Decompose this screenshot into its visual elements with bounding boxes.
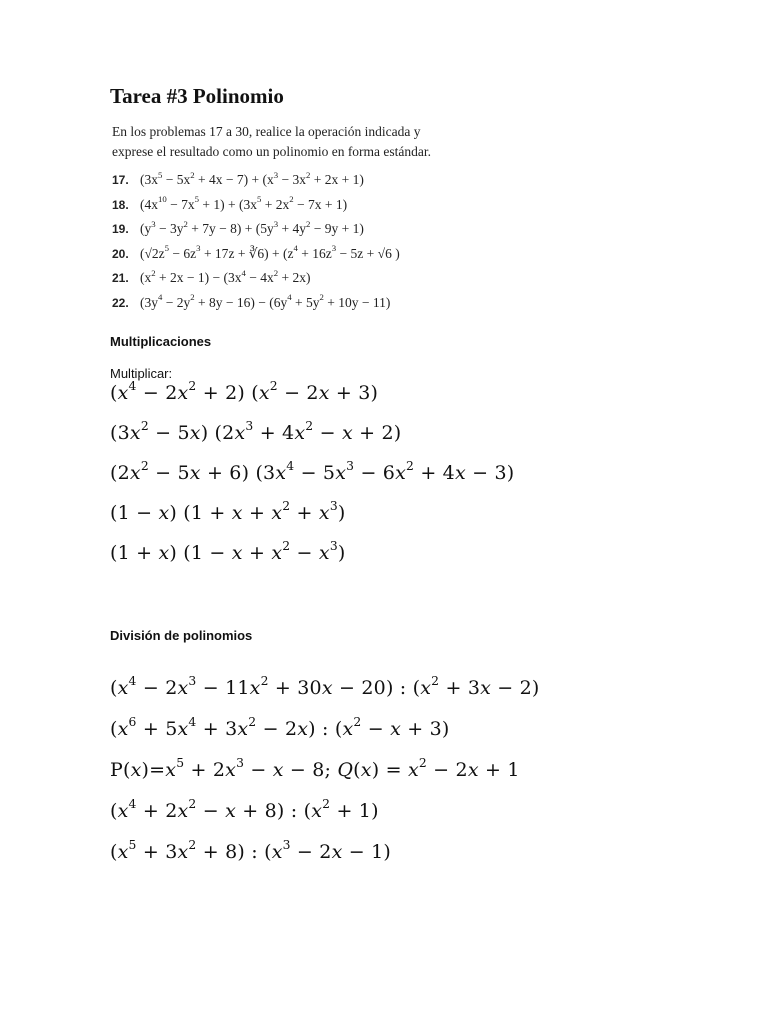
division-expression: $(x^5 + 3x^2 + 8)$ : $(x^3 - 2x - 1)$ — [110, 838, 391, 863]
problem-number: 19. — [112, 222, 129, 236]
problem-item — [112, 168, 532, 193]
problem-intro-line: exprese el resultado como un polinomio en forma estándar. — [112, 144, 432, 159]
problem-number: 20. — [112, 246, 129, 261]
multiplication-lead: Multiplicar: — [110, 366, 173, 381]
division-expression: $(x^6 + 5x^4 + 3x^2 - 2x)$ : $(x^2 - x + 3)$ — [110, 715, 450, 740]
problem-item — [112, 242, 532, 267]
division-expression: $(x^4 + 2x^2 - x + 8)$ : $(x^2 + 1)$ — [110, 797, 379, 822]
multiplication-expression: (1 + x) $(1 - x + x^2 - x^3)$ — [110, 539, 346, 564]
problem-expression: ($√2z^5 - 6z^3 + 17z$ + ∛6) + ($z^4 + 16z^3 - 5z + √6$ ) — [140, 243, 400, 261]
problem-list — [112, 168, 532, 315]
multiplication-expression: $(2x^2 - 5x + 6) (3x^4 - 5x^3 - 6x^2 + 4x - 3)$ — [110, 459, 515, 484]
division-expression: $(x^4 - 2x^3 - 11x^2 + 30x - 20)$ : $(x^2 + 3x - 2)$ — [110, 674, 540, 699]
problem-number: 21. — [112, 271, 129, 285]
scanned-problem-set — [112, 122, 532, 315]
multiplication-expression: (1 − x) $(1 + x + x^2 + x^3)$ — [110, 499, 346, 524]
problem-item — [112, 193, 532, 218]
problem-intro-line: En los problemas 17 a 30, realice la operación indicada y — [112, 124, 421, 139]
problem-number: 17. — [112, 173, 129, 187]
multiplication-expression: $(x^4 - 2x^2 + 2) (x^2 - 2x + 3)$ — [110, 379, 379, 404]
problem-item — [112, 217, 532, 242]
problem-number: 22. — [112, 295, 129, 310]
problem-expression: $(3x^5 - 5x^2 + 4x - 7) + (x^3 - 3x^2 + 2x + 1)$ — [140, 169, 364, 187]
division-heading: División de polinomios — [110, 628, 253, 643]
multiplication-expression: $(3x^2 - 5x) (2x^3 + 4x^2 - x + 2)$ — [110, 419, 402, 444]
division-expression: $P(x)=x^5 + 2x^3 - x - 8$; $Q(x) = x^2 - 2x + 1$ — [110, 756, 520, 781]
problem-expression: $(4x^{10} - 7x^5 + 1) + (3x^5 + 2x^2 - 7x + 1)$ — [140, 194, 348, 212]
problem-expression: $(3y^4 - 2y^2 + 8y - 16) - (6y^4 + 5y^2 + 10y - 11)$ — [140, 292, 391, 310]
problem-expression: $(x^2 + 2x - 1) - (3x^4 - 4x^2 + 2x)$ — [140, 267, 311, 285]
multiplication-heading: Multiplicaciones — [110, 334, 212, 349]
problem-item — [112, 266, 532, 291]
problem-number: 18. — [112, 197, 129, 212]
page-title: Tarea #3 Polinomio — [110, 84, 284, 108]
problem-expression: $(y^3 - 3y^2 + 7y - 8) + (5y^3 + 4y^2 - 9y + 1)$ — [140, 218, 364, 236]
problem-item — [112, 291, 532, 316]
